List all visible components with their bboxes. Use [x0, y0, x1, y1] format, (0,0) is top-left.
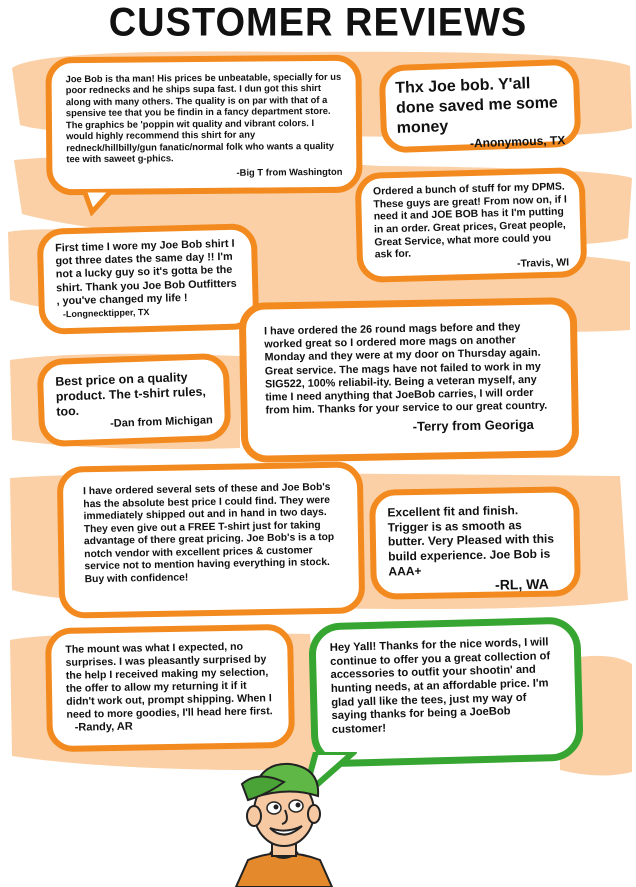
- review-author: -RL, WA: [494, 575, 549, 593]
- review-bubble-9: [45, 624, 295, 752]
- review-author: -Anonymous, TX: [469, 133, 566, 151]
- review-text: I have ordered the 26 round mags before and they worked great so I ordered more mags on another Monday and they were at my door on Thursday again. Great service. The mags have not failed to work in my SIG522, 100% reliabil-ity. Being a veteran myself, any time I need anything that JoeBob carries, I will order from him. Thanks for your service to our great country.: [264, 321, 548, 417]
- right-ear: [308, 805, 320, 823]
- review-text: Thx Joe bob. Y'all done saved me some money: [395, 75, 559, 137]
- review-bubble-1: [45, 55, 362, 196]
- review-bubble-2: [379, 59, 582, 154]
- reply-text: Hey Yall! Thanks for the nice words, I will continue to offer you a great collection of accessories to outfit your shootin' and hunting needs, at an affordable price. I'm glad yall like the tees, just my way of saying thanks for being a JoeBob customer!: [329, 636, 551, 736]
- review-bubble-4: [37, 223, 260, 335]
- review-text: Ordered a bunch of stuff for my DPMS. These guys are great! From now on, if I need it and JOE BOB has it I'm putting in an order. Great prices, Great people, Great Service, what more could you ask for.: [372, 181, 567, 261]
- review-author: -Big T from Washington: [236, 165, 343, 178]
- review-text: I have ordered several sets of these and Joe Bob's has the absolute best price I could find. They were immediately shipped out and in hand in two days. They even give out a FREE T-shirt just for taking advantage of there great pricing. Joe Bob's is a top notch vendor with excellent prices & customer service not to mention having everything in stock. Buy with confidence!: [83, 481, 335, 586]
- review-author: -Terry from Georiga: [412, 417, 534, 435]
- review-text: First time I wore my Joe Bob shirt I got three dates the same day !! I'm not a lucky guy so it's gotta be the shirt. Thank you Joe Bob Outfitters , you've changed my life !: [55, 237, 237, 308]
- review-text: Excellent fit and finish. Trigger is as smooth as butter. Very Pleased with this build experience. Joe Bob is AAA+: [387, 503, 555, 579]
- page-title: CUSTOMER REVIEWS: [108, 0, 528, 46]
- owner-reply-bubble: [308, 616, 584, 767]
- review-bubble-3: [355, 167, 588, 283]
- review-bubble-7: [57, 461, 366, 618]
- review-bubble-8: [369, 486, 581, 600]
- review-bubble-6: [37, 353, 232, 448]
- review-text: Joe Bob is tha man! His prices be unbeatable, specially for us poor rednecks and he ships supa fast. I dun got this shirt along with many others. The quality is on par with that of a spensive tee that you be findin in a fancy department store. The graphics be 'poppin wit quality and vibrant colors. I would highly recommend this shirt for any redneck/hillbilly/gun fanatic/normal folk who wants a quality tee with saweet g-phics.: [65, 70, 342, 165]
- right-pupil: [296, 803, 301, 808]
- review-author: -Randy, AR: [74, 720, 133, 734]
- left-ear: [247, 806, 261, 826]
- review-author: -Dan from Michigan: [109, 414, 213, 431]
- review-author: -Travis, WI: [516, 257, 570, 270]
- review-bubble-5: [239, 297, 580, 463]
- left-pupil: [274, 805, 279, 810]
- joebob-character: [228, 742, 338, 887]
- review-text: The mount was what I expected, no surprises. I was pleasantly surprised by the help I received making my selection, the offer to allow my returning it if it didn't work out, prompt shipping. When I need to more goodies, I'll head here first.: [65, 640, 273, 721]
- review-text: Best price on a quality product. The t-shirt rules, too.: [55, 370, 207, 419]
- review-author: -Longnecktipper, TX: [62, 306, 150, 320]
- bubble-tail: [82, 190, 122, 216]
